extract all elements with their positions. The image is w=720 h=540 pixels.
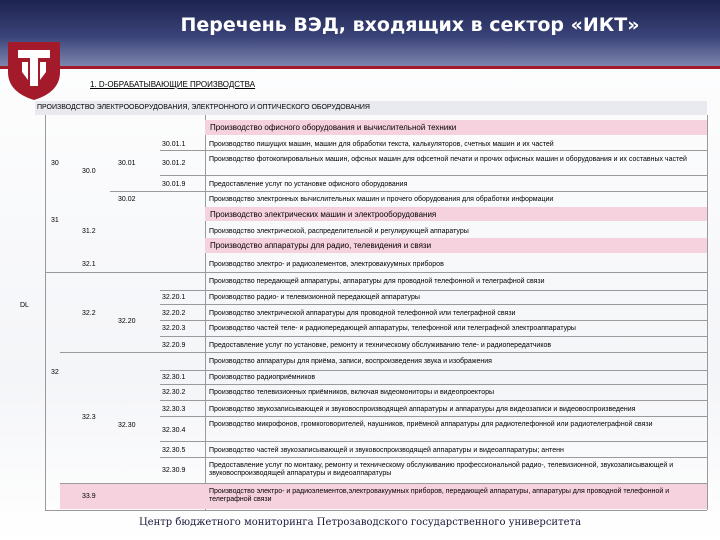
code-32-1: 32.1 — [82, 261, 96, 268]
code-31: 31 — [51, 217, 59, 224]
code-32-30-4: 32.30.4 — [162, 427, 186, 434]
receive-group-label: Производство аппаратуры для приёма, записи, воспроизведения звука и изображения — [209, 358, 492, 365]
table-left-border — [45, 115, 46, 510]
desc-30-01-9: Предоставление услуг по установке офисного оборудования — [209, 181, 408, 188]
header-accent-line — [0, 66, 720, 69]
code-32-30-9: 32.30.9 — [162, 467, 186, 474]
row-divider — [160, 290, 707, 291]
electric-group-label: Производство электрических машин и электрооборудования — [210, 210, 437, 219]
code-32-30: 32.30 — [118, 422, 136, 429]
row-divider — [60, 352, 707, 353]
desc-32-30-3: Производство звукозаписывающей и звуковоспроизводящей аппаратуры и аппаратуры для видеозаписи и видеовоспроизведения — [209, 406, 636, 413]
code-32-3: 32.3 — [82, 414, 96, 421]
code-30: 30 — [51, 160, 59, 167]
row-divider — [160, 150, 707, 151]
row-divider — [160, 304, 707, 305]
desc-32-20-1: Производство радио- и телевизионной передающей аппаратуры — [209, 294, 420, 301]
code-30-0: 30.0 — [82, 168, 96, 175]
desc-33-9: Производство электро- и радиоэлементов,электровакуумных приборов, передающей аппаратуры, аппаратуры для проводной телефонной и телеграфной связи — [209, 488, 670, 503]
code-32-30-5: 32.30.5 — [162, 447, 186, 454]
code-31-2: 31.2 — [82, 228, 96, 235]
row-divider — [160, 175, 707, 176]
office-group-label: Производство офисного оборудования и вычислительной техники — [210, 123, 457, 132]
row-divider — [160, 400, 707, 401]
university-logo-icon — [4, 36, 64, 102]
desc-30-01-1: Производство пишущих машин, машин для обработки текста, калькуляторов, счетных машин и их частей — [209, 141, 554, 148]
desc-32-20-2: Производство электрической аппаратуры для проводной телефонной или телеграфной связи — [209, 310, 516, 317]
code-30-02: 30.02 — [118, 196, 136, 203]
row-divider — [160, 384, 707, 385]
row-divider — [160, 457, 707, 458]
desc-32-30-5: Производство частей звукозаписывающей и звуковоспроизводящей аппаратуры и видеоаппаратуры; антенн — [209, 447, 564, 454]
desc-32-30-4: Производство микрофонов, громкоговорителей, наушников, приёмной аппаратуры для радиотелефонной или радиотелеграфной связи — [209, 421, 653, 428]
desc-32-20-3: Производство частей теле- и радиопередающей аппаратуры, телефонной или телеграфной электроаппаратуры — [209, 325, 576, 332]
code-33-9: 33.9 — [82, 493, 96, 500]
desc-30-02: Производство электронных вычислительных машин и прочего оборудования для обработки информации — [209, 196, 554, 203]
code-32: 32 — [51, 369, 59, 376]
row-divider — [160, 320, 707, 321]
code-32-2: 32.2 — [82, 310, 96, 317]
code-32-20-9: 32.20.9 — [162, 342, 186, 349]
desc-32-30-2: Производство телевизионных приёмников, включая видеомониторы и видеопроекторы — [209, 389, 495, 396]
transmit-group-label: Производство передающей аппаратуры, аппаратуры для проводной телефонной и телеграфной связи — [209, 278, 545, 285]
desc-32-20-9: Предоставление услуг по установке, ремонту и техническому обслуживанию теле- и радиопередатчиков — [209, 342, 552, 349]
code-30-01-1: 30.01.1 — [162, 141, 186, 148]
code-dl: DL — [20, 302, 29, 309]
table-right-border — [707, 115, 708, 510]
desc-32-30-9: Предоставление услуг по монтажу, ремонту и техническому обслуживанию профессиональной радио-, телевизионной, звукозаписывающей и звуковоспроизводящей аппаратуры и видеоаппаратуры — [209, 462, 674, 477]
code-32-30-2: 32.30.2 — [162, 389, 186, 396]
code-32-20: 32.20 — [118, 318, 136, 325]
row-divider — [160, 336, 707, 337]
code-32-30-1: 32.30.1 — [162, 374, 186, 381]
row-divider — [110, 191, 707, 192]
row-divider — [160, 370, 707, 371]
subsection-header: ПРОИЗВОДСТВО ЭЛЕКТРООБОРУДОВАНИЯ, ЭЛЕКТРОННОГО И ОПТИЧЕСКОГО ОБОРУДОВАНИЯ — [37, 104, 370, 111]
desc-32-1: Производство электро- и радиоэлементов, электровакуумных приборов — [209, 261, 444, 268]
code-32-20-1: 32.20.1 — [162, 294, 186, 301]
row-divider — [160, 441, 707, 442]
row-divider — [160, 416, 707, 417]
row-divider — [45, 272, 707, 273]
code-32-20-2: 32.20.2 — [162, 310, 186, 317]
radio-group-label: Производство аппаратуры для радио, телевидения и связи — [210, 241, 432, 250]
desc-32-30-1: Производство радиоприёмников — [209, 374, 316, 381]
desc-31-2: Производство электрической, распределительной и регулирующей аппаратуры — [209, 228, 469, 235]
code-30-01-2: 30.01.2 — [162, 160, 186, 167]
desc-30-01-2: Производство фотокопировальных машин, офсных машин для офсетной печати и прочих офисных машин и оборудования и их составных частей — [209, 156, 687, 163]
slide-title: Перечень ВЭД, входящих в сектор «ИКТ» — [180, 14, 640, 36]
table-bottom-border — [45, 510, 707, 511]
footer-credit: Центр бюджетного мониторинга Петрозаводского государственного университета — [138, 517, 582, 528]
code-30-01-9: 30.01.9 — [162, 181, 186, 188]
section-header: 1. D-ОБРАБАТЫВАЮЩИЕ ПРОИЗВОДСТВА — [90, 80, 256, 89]
code-32-30-3: 32.30.3 — [162, 406, 186, 413]
code-32-20-3: 32.20.3 — [162, 325, 186, 332]
code-30-01: 30.01 — [118, 160, 136, 167]
